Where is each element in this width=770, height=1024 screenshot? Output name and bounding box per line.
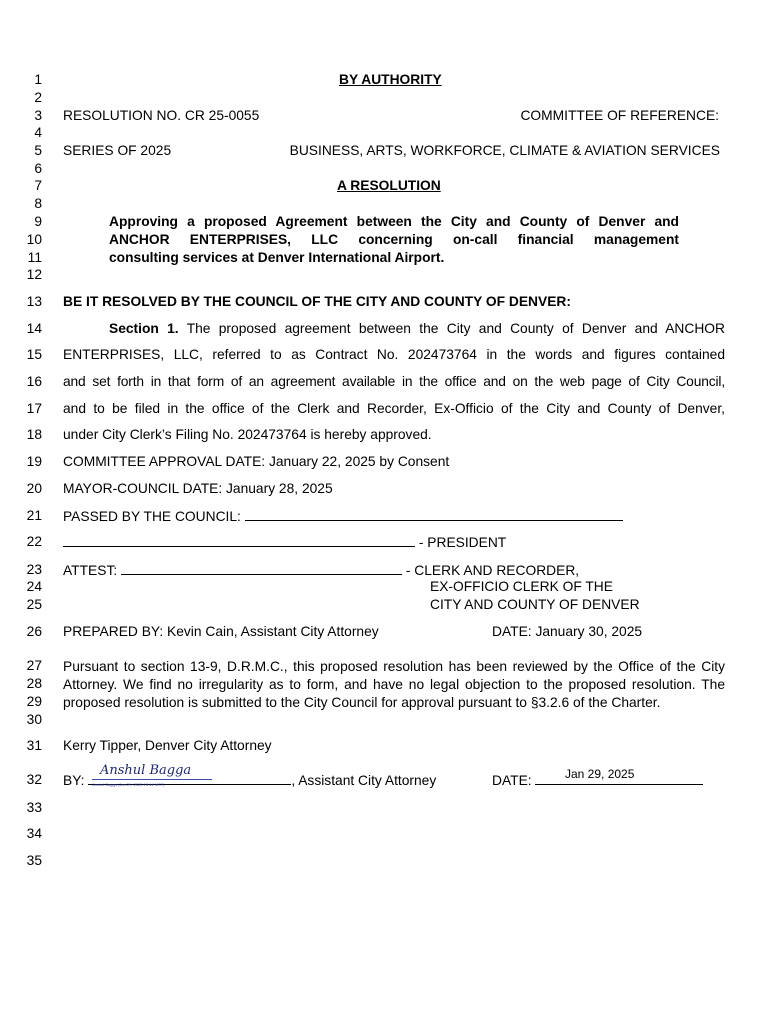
line-number: 9	[34, 214, 42, 229]
line-number: 17	[26, 401, 42, 416]
line-number: 11	[27, 250, 42, 265]
line-number: 22	[26, 534, 42, 549]
attest-row	[63, 562, 579, 579]
line-number: 6	[34, 161, 42, 176]
president-label: - PRESIDENT	[418, 535, 507, 550]
summary-line-2: ANCHOR ENTERPRISES, LLC concerning on-call financial management	[109, 232, 679, 247]
committee-approval-date: COMMITTEE APPROVAL DATE: January 22, 2025 by Consent	[63, 454, 450, 469]
summary-line-3: consulting services at Denver International Airport.	[109, 250, 445, 265]
passed-signature-line	[245, 508, 623, 521]
line-number: 5	[34, 143, 42, 158]
prepared-date: DATE: January 30, 2025	[492, 624, 643, 639]
section-1-text: The proposed agreement between the City and County of Denver and ANCHOR	[186, 321, 725, 336]
passed-by-council-row	[63, 508, 623, 525]
line-number: 33	[26, 800, 42, 815]
line-number: 35	[26, 853, 42, 868]
line-number: 14	[26, 321, 42, 336]
summary-line-1: Approving a proposed Agreement between the City and County of Denver and	[109, 214, 679, 229]
resolution-number: RESOLUTION NO. CR 25-0055	[63, 108, 260, 123]
president-row	[63, 534, 506, 551]
by-label: BY:	[63, 773, 85, 788]
line-number: 1	[34, 72, 42, 87]
line-number: 8	[34, 196, 42, 211]
line-number: 19	[26, 454, 42, 469]
line-number: 23	[26, 562, 42, 577]
mayor-council-date: MAYOR-COUNCIL DATE: January 28, 2025	[63, 481, 333, 496]
line-number: 12	[26, 267, 42, 282]
committee-name: BUSINESS, ARTS, WORKFORCE, CLIMATE & AVIATION SERVICES	[289, 143, 720, 158]
signed-date: Jan 29, 2025	[565, 767, 635, 781]
clerk-line-2: EX-OFFICIO CLERK OF THE	[430, 579, 613, 594]
line-number: 13	[26, 294, 42, 309]
review-paragraph: Pursuant to section 13-9, D.R.M.C., this proposed resolution has been reviewed by the Office of the City Attorney. We find no irregularity as to form, and have no legal objection to the proposed resolution. The proposed resolution is submitted to the City Council for approval pursuant to §3.2.6 of the Charter.	[63, 659, 725, 710]
line-number: 3	[34, 108, 42, 123]
clerk-line-3: CITY AND COUNTY OF DENVER	[430, 597, 640, 612]
line-number: 30	[26, 712, 42, 727]
document-type: A RESOLUTION	[337, 178, 441, 193]
series-label: SERIES OF 2025	[63, 143, 172, 158]
resolved-clause: BE IT RESOLVED BY THE COUNCIL OF THE CITY AND COUNTY OF DENVER:	[63, 294, 571, 309]
line-number: 25	[26, 597, 42, 612]
signature-underline	[92, 779, 212, 780]
line-number: 21	[26, 508, 42, 523]
line-number: 4	[34, 125, 42, 140]
section-1-line-4: and to be filed in the office of the Clerk and Recorder, Ex-Officio of the City and County of Denver,	[63, 401, 725, 416]
line-number: 32	[26, 772, 42, 787]
assistant-attorney-label: , Assistant City Attorney	[291, 773, 437, 788]
line-number: 18	[26, 427, 42, 442]
section-1-label: Section 1.	[109, 321, 179, 336]
line-number: 29	[26, 694, 42, 709]
line-number: 20	[26, 481, 42, 496]
line-number: 16	[26, 374, 42, 389]
line-number: 24	[26, 579, 42, 594]
committee-label: COMMITTEE OF REFERENCE:	[520, 108, 719, 123]
line-number: 34	[26, 826, 42, 841]
prepared-by: PREPARED BY: Kevin Cain, Assistant City Attorney	[63, 624, 379, 639]
line-number: 27	[26, 658, 42, 673]
passed-label: PASSED BY THE COUNCIL:	[63, 509, 241, 524]
section-1-line-3: and set forth in that form of an agreement available in the office and on the web page of City Council,	[63, 374, 725, 389]
line-number: 31	[26, 738, 42, 753]
line-number: 15	[26, 347, 42, 362]
attest-label: ATTEST:	[63, 563, 118, 578]
section-1-line-5: under City Clerk’s Filing No. 202473764 is hereby approved.	[63, 427, 432, 442]
section-1-line-1	[109, 321, 725, 337]
signature-stamp: Anshul Bagga (Jan 29, 2025 15:14 MST)	[92, 782, 165, 787]
line-number: 28	[26, 676, 42, 691]
signed-date-label: DATE:	[492, 773, 532, 788]
line-number: 26	[26, 624, 42, 639]
section-1-line-2: ENTERPRISES, LLC, referred to as Contract No. 202473764 in the words and figures contained	[63, 347, 725, 362]
attest-signature-line	[121, 562, 402, 575]
president-signature-line	[63, 534, 415, 547]
clerk-line-1: - CLERK AND RECORDER,	[405, 563, 580, 578]
line-number: 2	[34, 90, 42, 105]
signature: Anshul Bagga	[100, 763, 192, 778]
line-number: 7	[34, 178, 42, 193]
city-attorney: Kerry Tipper, Denver City Attorney	[63, 738, 272, 753]
document-title: BY AUTHORITY	[339, 72, 442, 87]
line-number: 10	[26, 232, 42, 247]
